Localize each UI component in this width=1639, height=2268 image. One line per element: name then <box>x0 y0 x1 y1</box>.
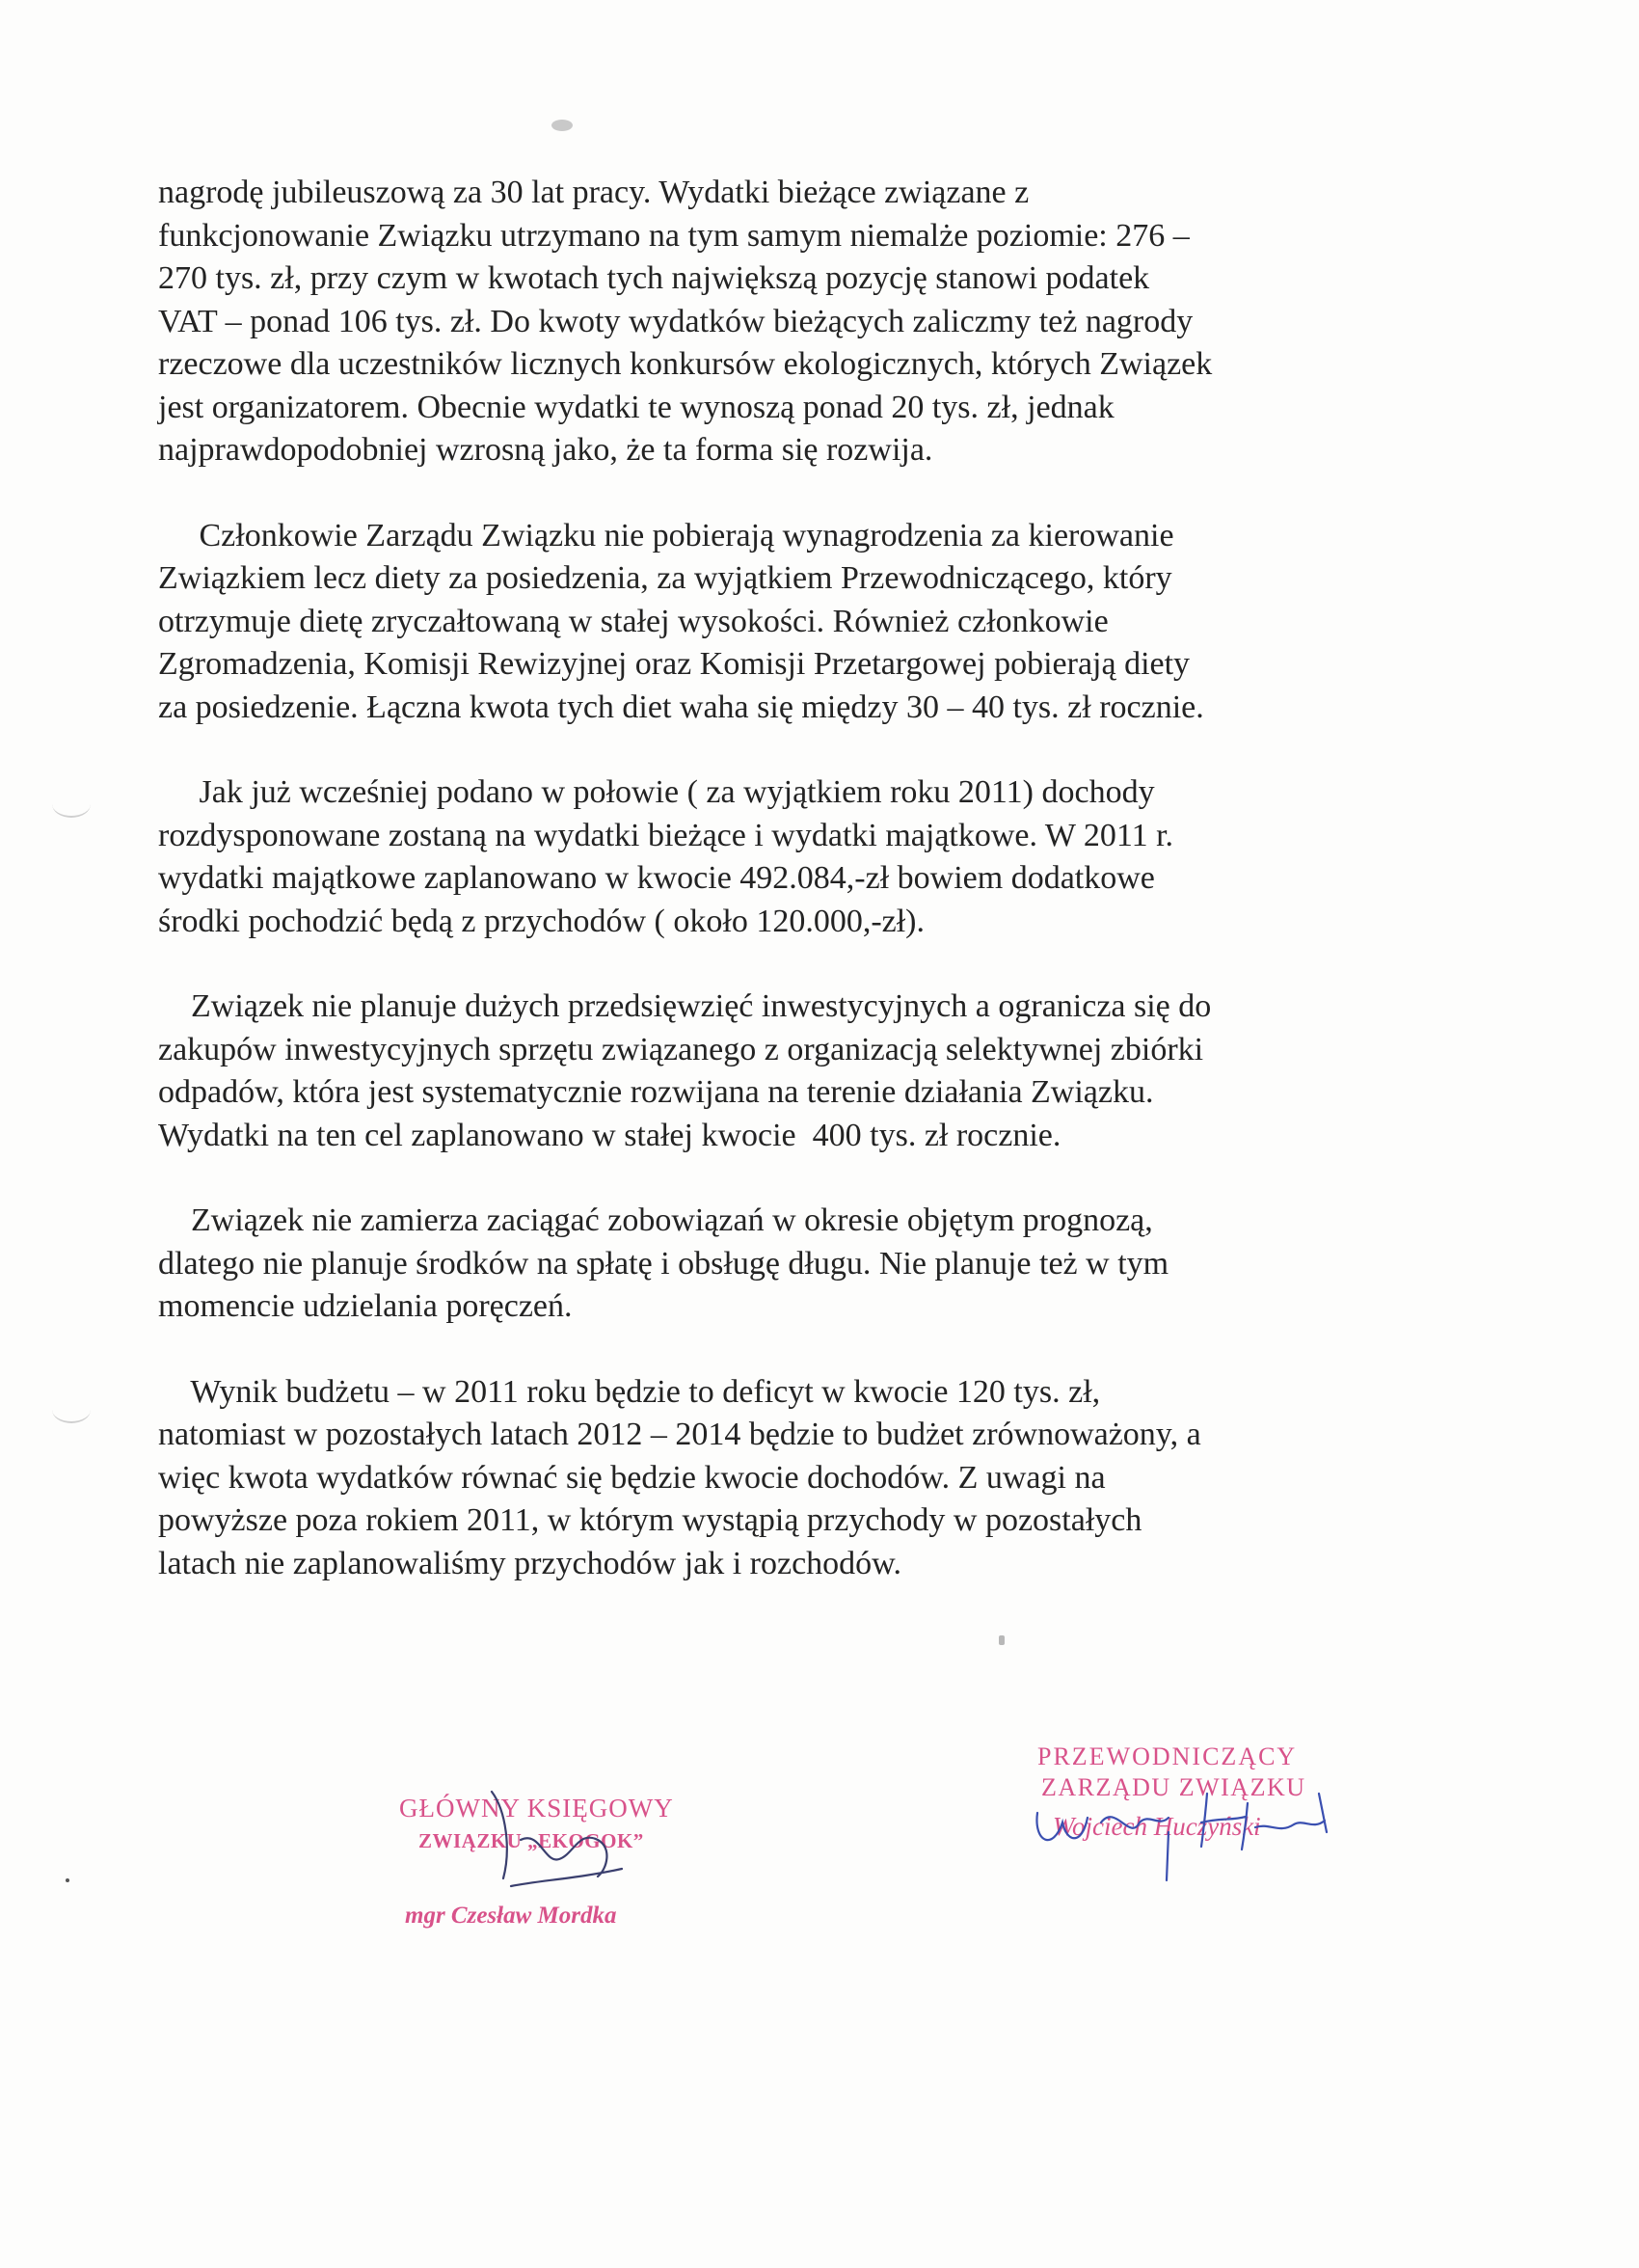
stamp-name: mgr Czesław Mordka <box>405 1903 617 1929</box>
paragraph-1 <box>158 172 1402 472</box>
scan-speck <box>999 1635 1005 1645</box>
text-line: rozdysponowane zostaną na wydatki bieżące i wydatki majątkowe. W 2011 r. <box>158 817 1174 853</box>
scan-speck <box>551 120 573 131</box>
text-line: za posiedzenie. Łączna kwota tych diet waha się między 30 – 40 tys. zł rocznie. <box>158 688 1204 725</box>
text-line: jest organizatorem. Obecnie wydatki te wynoszą ponad 20 tys. zł, jednak <box>158 389 1115 425</box>
scan-speck <box>52 1396 91 1423</box>
stamp-title: PRZEWODNICZĄCY <box>1037 1742 1298 1770</box>
text-line: Wydatki na ten cel zaplanowano w stałej kwocie 400 tys. zł rocznie. <box>158 1117 1061 1153</box>
text-line: Związkiem lecz diety za posiedzenia, za wyjątkiem Przewodniczącego, który <box>158 560 1172 596</box>
text-line: Zgromadzenia, Komisji Rewizyjnej oraz Komisji Przetargowej pobierają diety <box>158 646 1191 682</box>
text-line: latach nie zaplanowaliśmy przychodów jak i rozchodów. <box>158 1545 902 1581</box>
paragraph-2 <box>158 515 1402 730</box>
text-line: wydatki majątkowe zaplanowano w kwocie 492.084,-zł bowiem dodatkowe <box>158 860 1155 896</box>
text-line: Członkowie Zarządu Związku nie pobierają wynagrodzenia za kierowanie <box>158 517 1174 554</box>
text-line: powyższe poza rokiem 2011, w którym wystąpią przychody w pozostałych <box>158 1502 1142 1538</box>
signature-board-chairman <box>1024 1774 1352 1890</box>
paragraph-5 <box>158 1200 1402 1329</box>
paragraph-4 <box>158 986 1402 1157</box>
text-line: najprawdopodobniej wzrosną jako, że ta forma się rozwija. <box>158 432 933 468</box>
signature-chief-accountant <box>453 1772 636 1898</box>
paragraph-6 <box>158 1371 1402 1586</box>
stamp-name: Wojciech Huczyński <box>1053 1812 1261 1841</box>
text-line: środki pochodzić będą z przychodów ( około 120.000,-zł). <box>158 903 925 939</box>
scan-speck <box>52 791 91 818</box>
text-line: momencie udzielania poręczeń. <box>158 1288 573 1324</box>
text-line: Związek nie planuje dużych przedsięwzięć inwestycyjnych a ogranicza się do <box>158 988 1212 1024</box>
paragraph-3 <box>158 771 1402 943</box>
text-line: natomiast w pozostałych latach 2012 – 2014 będzie to budżet zrównoważony, a <box>158 1417 1201 1452</box>
text-line: funkcjonowanie Związku utrzymano na tym samym niemalże poziomie: 276 – <box>158 217 1190 254</box>
text-line: 270 tys. zł, przy czym w kwotach tych największą pozycję stanowi podatek <box>158 260 1150 296</box>
text-line: Jak już wcześniej podano w połowie ( za wyjątkiem roku 2011) dochody <box>158 774 1155 810</box>
text-line: dlatego nie planuje środków na spłatę i obsługę długu. Nie planuje też w tym <box>158 1245 1169 1282</box>
text-line: rzeczowe dla uczestników licznych konkursów ekologicznych, których Związek <box>158 346 1213 382</box>
stamp-organization: ZWIĄZKU „EKOGOK” <box>418 1829 644 1852</box>
stamp-organization: ZARZĄDU ZWIĄZKU <box>1041 1773 1306 1801</box>
text-line: odpadów, która jest systematycznie rozwijana na terenie działania Związku. <box>158 1074 1154 1110</box>
text-line: Związek nie zamierza zaciągać zobowiązań w okresie objętym prognozą, <box>158 1202 1153 1238</box>
text-line: Wynik budżetu – w 2011 roku będzie to deficyt w kwocie 120 tys. zł, <box>158 1373 1101 1410</box>
stamp-title: GŁÓWNY KSIĘGOWY <box>399 1794 674 1822</box>
text-line: otrzymuje dietę zryczałtowaną w stałej wysokości. Również członkowie <box>158 603 1109 639</box>
text-line: VAT – ponad 106 tys. zł. Do kwoty wydatków bieżących zaliczmy też nagrody <box>158 303 1194 339</box>
scan-speck <box>66 1878 69 1882</box>
text-line: nagrodę jubileuszową za 30 lat pracy. Wydatki bieżące związane z <box>158 175 1030 210</box>
text-line: zakupów inwestycyjnych sprzętu związanego z organizacją selektywnej zbiórki <box>158 1031 1204 1067</box>
text-line: więc kwota wydatków równać się będzie kwocie dochodów. Z uwagi na <box>158 1459 1106 1496</box>
document-body <box>158 172 1402 1628</box>
